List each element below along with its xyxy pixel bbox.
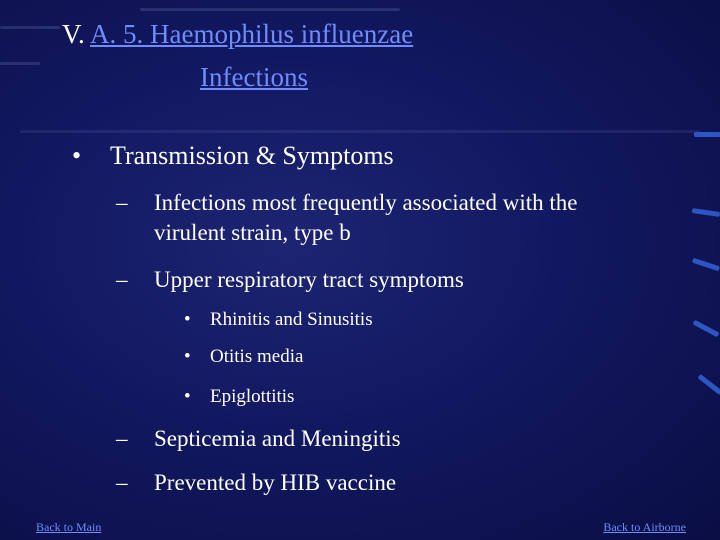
heading-text: Transmission & Symptoms	[110, 141, 394, 170]
dash-marker: –	[116, 190, 128, 215]
back-to-main-link[interactable]: Back to Main	[36, 520, 102, 534]
background-streak	[0, 26, 60, 29]
bullet-marker: •	[184, 346, 191, 367]
back-to-airborne-link[interactable]: Back to Airborne	[603, 520, 686, 534]
title-link[interactable]: A. 5. Haemophilus influenzae	[90, 19, 414, 49]
accent-streak	[692, 208, 720, 217]
bullet-marker: •	[184, 386, 191, 407]
list-item-text: Septicemia and Meningitis	[154, 426, 401, 451]
list-item-text: Prevented by HIB vaccine	[154, 470, 397, 495]
bullet-marker: •	[184, 309, 191, 330]
accent-streak	[697, 374, 720, 395]
list-item-text: Upper respiratory tract symptoms	[154, 267, 464, 292]
dash-marker: –	[116, 426, 128, 451]
sub-list-item-text: Epiglottitis	[210, 386, 295, 407]
bullet-marker: •	[72, 141, 82, 170]
background-streak	[0, 62, 40, 65]
slide-title	[62, 18, 414, 92]
sub-list-item-text: Otitis media	[210, 346, 304, 367]
title-link-line2[interactable]: Infections	[200, 62, 308, 92]
accent-streak	[692, 320, 719, 338]
accent-streak	[692, 258, 720, 271]
list-item-text: Infections most frequently associated with the virulent strain, type b	[154, 190, 578, 245]
background-streak	[140, 8, 400, 11]
sub-list-item-text: Rhinitis and Sinusitis	[210, 309, 373, 330]
dash-marker: –	[116, 470, 128, 495]
background-streak	[20, 130, 700, 133]
title-prefix: V.	[62, 19, 85, 49]
accent-streak	[694, 132, 720, 137]
dash-marker: –	[116, 267, 128, 292]
